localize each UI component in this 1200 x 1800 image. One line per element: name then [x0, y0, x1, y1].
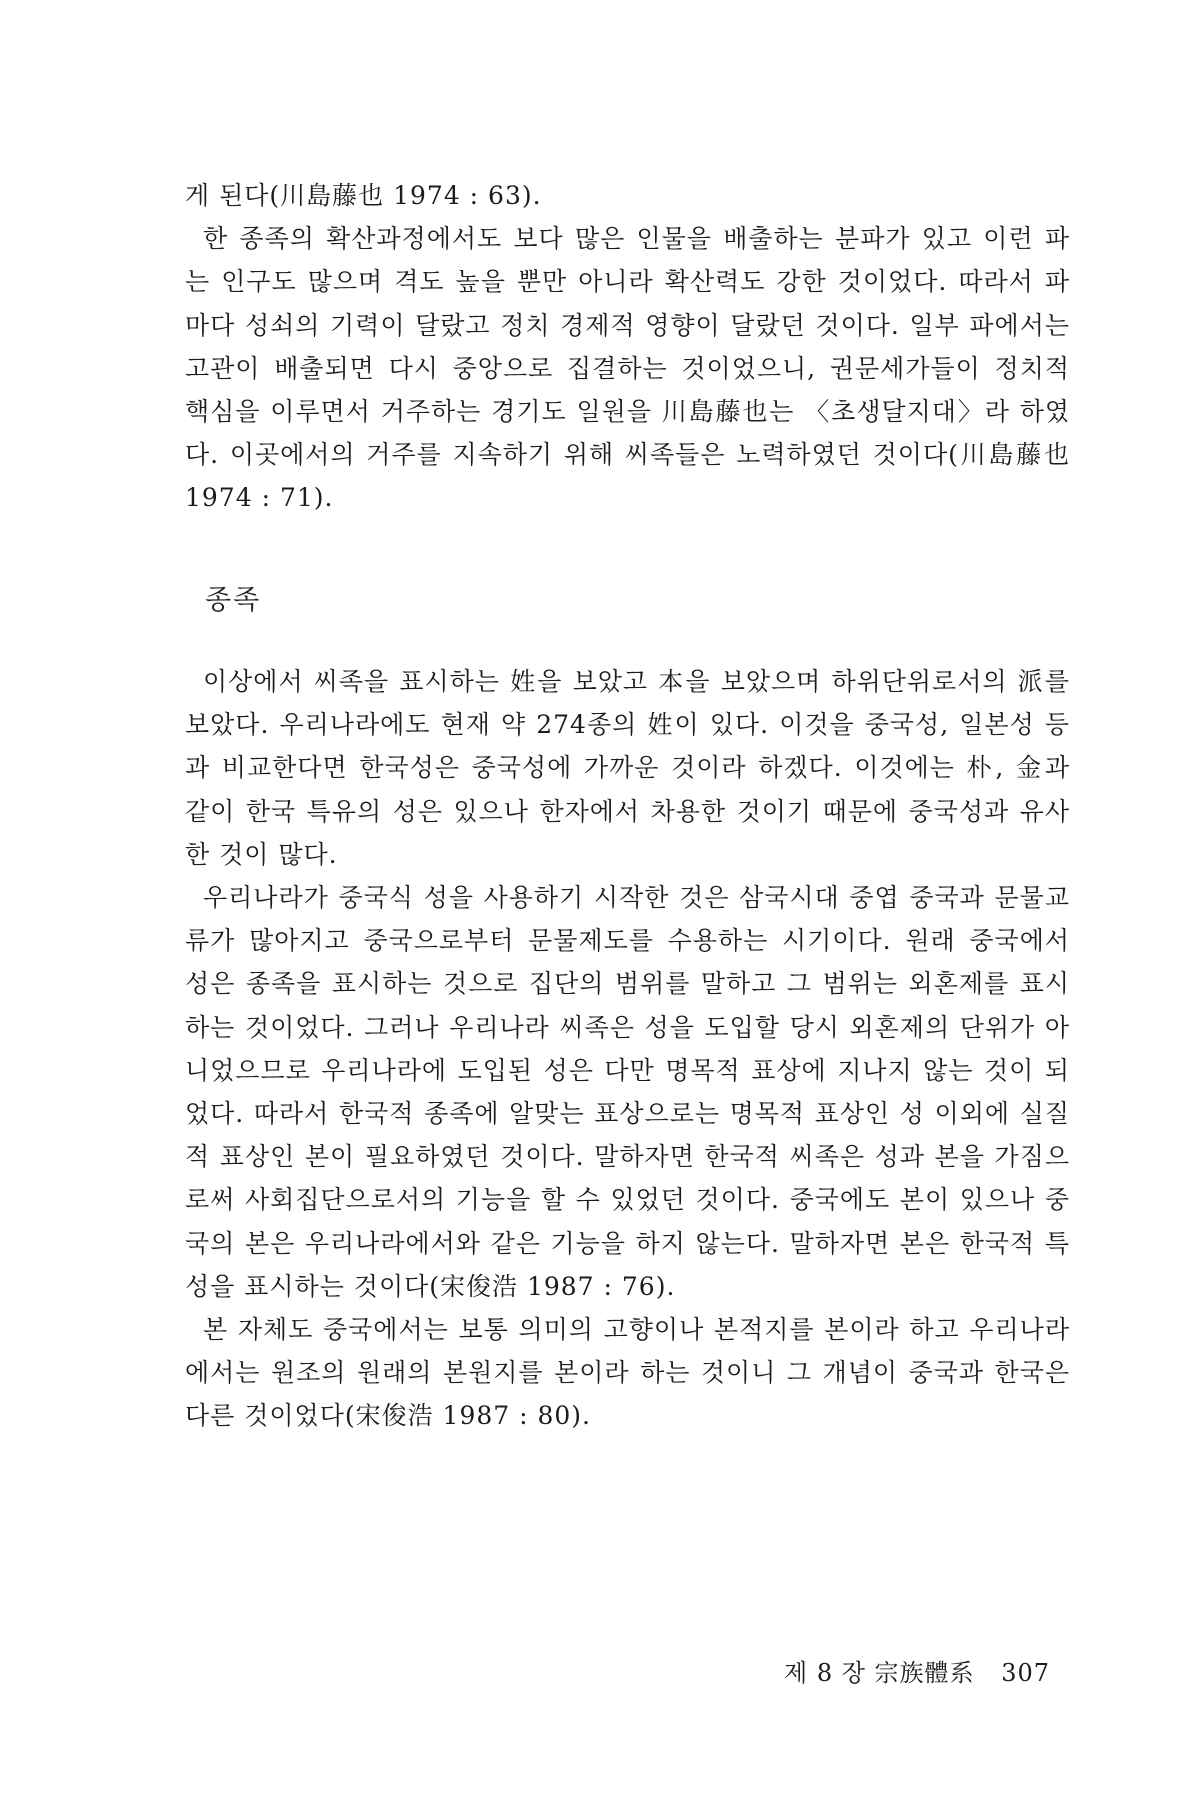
text-block-intro	[185, 174, 1070, 520]
paragraph-continuation: 게 된다(川島藤也 1974 : 63).	[185, 181, 542, 210]
chapter-label: 제 8 장	[784, 1659, 866, 1687]
paragraph: 우리나라가 중국식 성을 사용하기 시작한 것은 삼국시대 중엽 중국과 문물교류가 많아지고 중국으로부터 문물제도를 수용하는 시기이다. 원래 중국에서 성은 종족을 표시하는 것으로 집단의 범위를 말하고 그 범위는 외혼제를 표시하는 것이었다. 그러나 우리나라 씨족은 성을 도입할 당시 외혼제의 단위가 아니었으므로 우리나라에 도입된 성은 다만 명목적 표상에 지나지 않는 것이 되었다. 따라서 한국적 종족에 알맞는 표상으로는 명목적 표상인 성 이외에 실질적 표상인 본이 필요하였던 것이다. 말하자면 한국적 씨족은 성과 본을 가짐으로써 사회집단으로서의 기능을 할 수 있었던 것이다. 중국에도 본이 있으나 중국의 본은 우리나라에서와 같은 기능을 하지 않는다. 말하자면 본은 한국적 특성을 표시하는 것이다(宋俊浩 1987 : 76).	[185, 883, 1070, 1301]
section-heading: 종족	[205, 585, 262, 616]
text-block-section	[185, 660, 1070, 1438]
page-footer	[784, 1658, 1050, 1688]
chapter-title: 宗族體系	[874, 1659, 975, 1687]
paragraph: 본 자체도 중국에서는 보통 의미의 고향이나 본적지를 본이라 하고 우리나라에서는 원조의 원래의 본원지를 본이라 하는 것이니 그 개념이 중국과 한국은 다른 것이었다(宋俊浩 1987 : 80).	[185, 1315, 1070, 1431]
paragraph: 한 종족의 확산과정에서도 보다 많은 인물을 배출하는 분파가 있고 이런 파는 인구도 많으며 격도 높을 뿐만 아니라 확산력도 강한 것이었다. 따라서 파마다 성쇠의 기력이 달랐고 정치 경제적 영향이 달랐던 것이다. 일부 파에서는 고관이 배출되면 다시 중앙으로 집결하는 것이었으니, 권문세가들이 정치적 핵심을 이루면서 거주하는 경기도 일원을 川島藤也는 〈초생달지대〉라 하였다. 이곳에서의 거주를 지속하기 위해 씨족들은 노력하였던 것이다(川島藤也 1974 : 71).	[185, 224, 1070, 513]
paragraph: 이상에서 씨족을 표시하는 姓을 보았고 本을 보았으며 하위단위로서의 派를 보았다. 우리나라에도 현재 약 274종의 姓이 있다. 이것을 중국성, 일본성 등과 비교한다면 한국성은 중국성에 가까운 것이라 하겠다. 이것에는 朴, 金과 같이 한국 특유의 성은 있으나 한자에서 차용한 것이기 때문에 중국성과 유사한 것이 많다.	[185, 667, 1070, 869]
page-number: 307	[1001, 1659, 1050, 1687]
